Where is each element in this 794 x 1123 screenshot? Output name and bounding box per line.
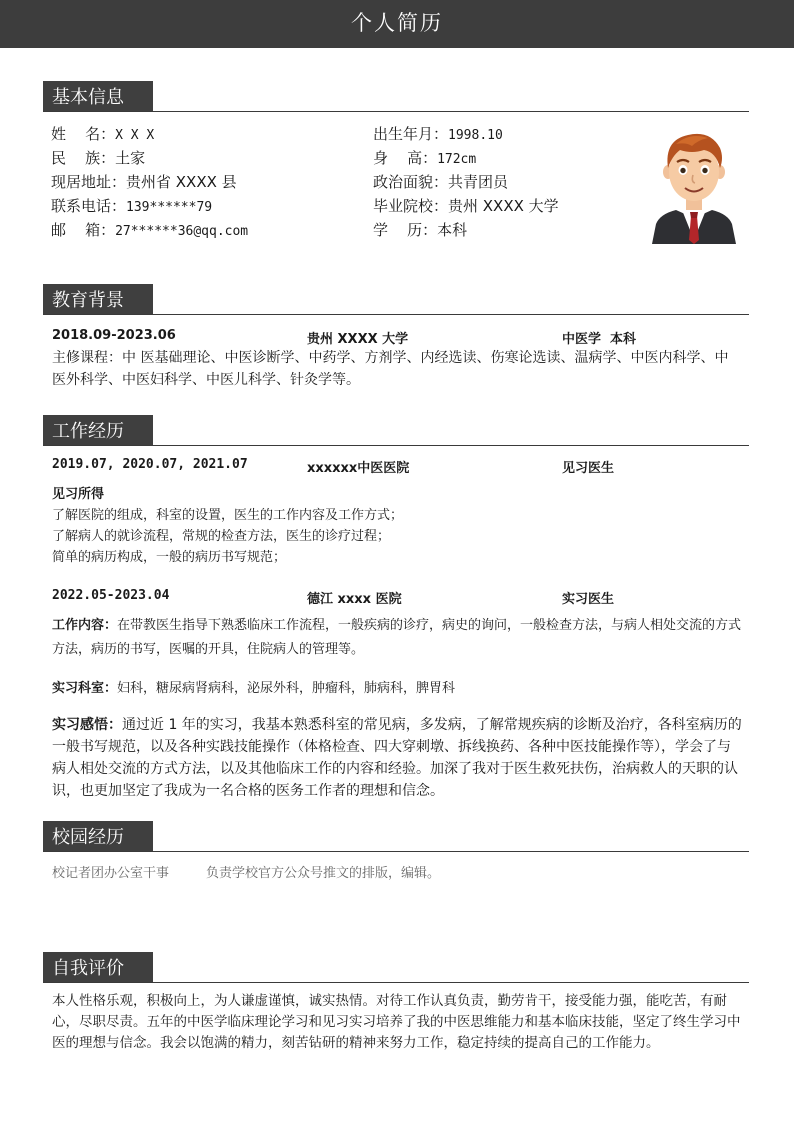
- section-divider: [43, 111, 749, 112]
- info-phone: [51, 195, 212, 216]
- job2-content-text: 在带教医生指导下熟悉临床工作流程，一般疾病的诊疗，病史的询问，一般检查方法，与病人相处交流的方式方法，病历的书写，医嘱的开具，住院病人的管理等。: [52, 618, 742, 657]
- info-label: 学 历：: [373, 221, 438, 239]
- info-political: [373, 171, 508, 192]
- section-divider: [43, 314, 749, 315]
- info-value: 贵州省 XXXX 县: [126, 173, 237, 191]
- info-label: 邮 箱：: [51, 221, 116, 239]
- section-title-education: 教育背景: [52, 290, 124, 311]
- info-label: 现居地址：: [51, 173, 127, 191]
- section-header-basic: [43, 81, 153, 111]
- section-header-campus: [43, 821, 153, 851]
- section-title-campus: 校园经历: [52, 827, 124, 848]
- job1-line: 简单的病历构成，一般的病历书写规范；: [52, 550, 287, 565]
- job2-content: [52, 614, 742, 662]
- campus-position: 校记者团办公室干事: [52, 866, 170, 881]
- job1-gain-title: 见习所得: [52, 487, 105, 502]
- avatar-illustration: [646, 128, 742, 244]
- info-label: 姓 名：: [51, 125, 116, 143]
- info-address: [51, 171, 237, 192]
- job2-place: 德江 xxxx 医院: [307, 592, 402, 607]
- info-school: [373, 195, 559, 216]
- job2-dept-text: 妇科，糖尿病肾病科，泌尿外科，肿瘤科，肺病科，脾胃科: [117, 681, 456, 696]
- info-label: 联系电话：: [51, 197, 127, 215]
- job1-line: 了解病人的就诊流程，常规的检查方法，医生的诊疗过程；: [52, 529, 391, 544]
- page-title: 个人简历: [351, 11, 443, 35]
- info-name: [51, 123, 154, 144]
- edu-period: 2018.09-2023.06: [52, 328, 176, 343]
- info-ethnic: [51, 147, 145, 168]
- info-label: 身 高：: [373, 149, 438, 167]
- info-label: 政治面貌：: [373, 173, 449, 191]
- section-header-education: [43, 284, 153, 314]
- job2-feel-text: 通过近 1 年的实习，我基本熟悉科室的常见病，多发病，了解常规疾病的诊断及治疗，各科室病历的一般书写规范，以及各种实践技能操作（体格检查、四大穿刺墩、拆线换药、各种中医技能操作等），学会了与病人相处交流的方式方法，以及其他临床工作的内容和经验。加深了我对于医生救死扶伤，治病救人的天职的认识，也更加坚定了我成为一名合格的医务工作者的理想和信念。: [52, 717, 742, 799]
- job2-feel: [52, 714, 742, 802]
- job2-dept-label: 实习科室：: [52, 681, 118, 696]
- info-degree: [373, 219, 467, 240]
- section-divider: [43, 445, 749, 446]
- job2-feel-label: 实习感悟：: [52, 717, 122, 733]
- campus-duty: 负责学校官方公众号推文的排版，编辑。: [206, 866, 441, 881]
- job2-dept: [52, 678, 742, 700]
- info-value: 1998.10: [448, 128, 503, 143]
- info-value: 本科: [437, 221, 468, 239]
- job1-role: 见习医生: [562, 461, 615, 476]
- job1-period: 2019.07, 2020.07, 2021.07: [52, 457, 248, 472]
- info-label: 出生年月：: [373, 125, 449, 143]
- edu-courses: 主修课程：中 医基础理论、中医诊断学、中药学、方剂学、内经选读、伤寒论选读、温病学、中医内科学、中医外科学、中医妇科学、中医儿科学、针灸学等。: [52, 350, 729, 388]
- info-value: 172cm: [437, 152, 477, 167]
- section-title-work: 工作经历: [52, 421, 124, 442]
- section-divider: [43, 982, 749, 983]
- info-value: 27******36@qq.com: [115, 224, 249, 239]
- info-email: [51, 219, 248, 240]
- info-value: 贵州 XXXX 大学: [448, 197, 559, 215]
- edu-school: 贵州 XXXX 大学: [307, 332, 409, 347]
- info-label: 民 族：: [51, 149, 116, 167]
- section-header-self: [43, 952, 153, 982]
- info-value: X X X: [115, 128, 155, 143]
- job1-place: xxxxxx中医医院: [307, 461, 410, 476]
- self-evaluation: 本人性格乐观，积极向上，为人谦虚谨慎，诚实热情。对待工作认真负责，勤劳肯干，接受能力强，能吃苦，有耐心，尽职尽责。五年的中医学临床理论学习和见习实习培养了我的中医思维能力和基本临床技能，坚定了终生学习中医的理想与信念。我会以饱满的精力，刻苦钻研的精神来努力工作，稳定持续的提高自己的工作能力。: [52, 993, 741, 1051]
- job1-line: 了解医院的组成，科室的设置，医生的工作内容及工作方式；: [52, 508, 404, 523]
- info-value: 共青团员: [448, 173, 509, 191]
- section-divider: [43, 851, 749, 852]
- edu-major: 中医学 本科: [562, 332, 637, 347]
- job2-content-label: 工作内容：: [52, 618, 118, 633]
- info-value: 土家: [115, 149, 146, 167]
- section-title-basic: 基本信息: [52, 87, 124, 108]
- job2-period: 2022.05-2023.04: [52, 588, 170, 603]
- info-birth: [373, 123, 503, 144]
- section-title-self: 自我评价: [52, 958, 124, 979]
- section-header-work: [43, 415, 153, 445]
- info-height: [373, 147, 476, 168]
- info-label: 毕业院校：: [373, 197, 449, 215]
- info-value: 139******79: [126, 200, 213, 215]
- header-bar: [0, 0, 794, 48]
- avatar: [646, 128, 742, 244]
- job2-role: 实习医生: [562, 592, 615, 607]
